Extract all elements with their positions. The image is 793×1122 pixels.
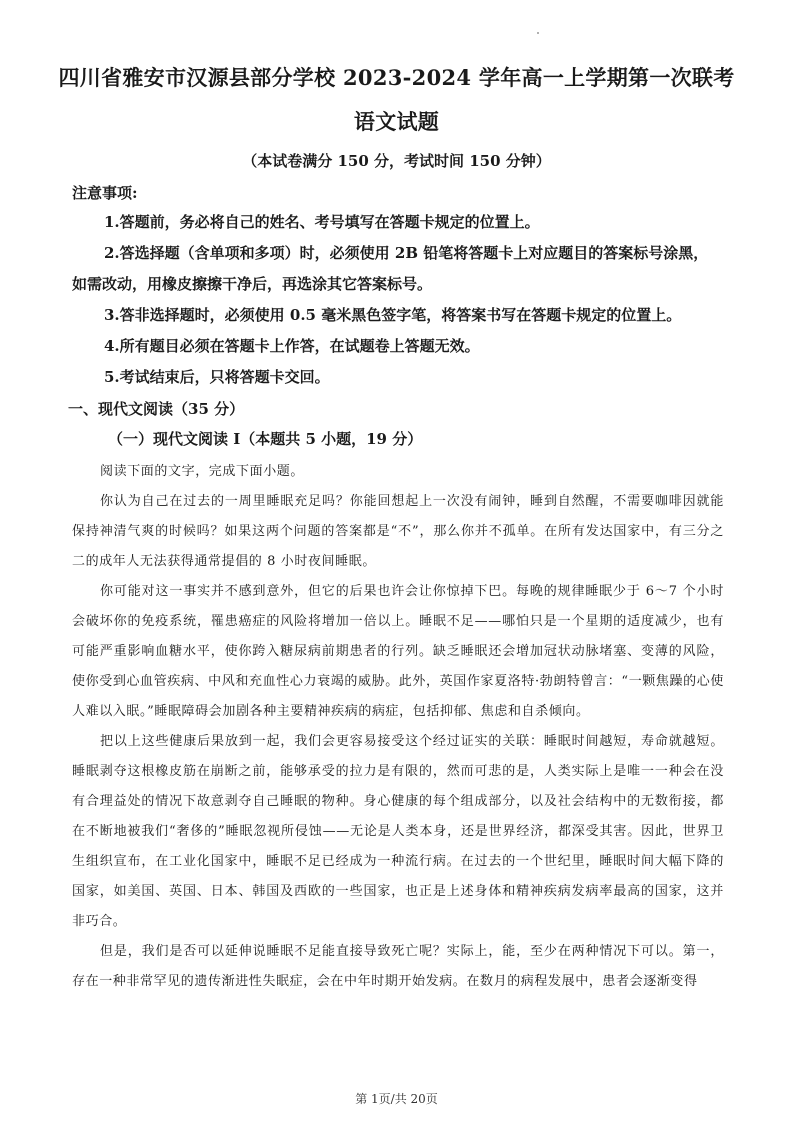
passage-paragraph: 把以上这些健康后果放到一起，我们会更容易接受这个经过证实的关联：睡眠时间越短，寿命就越短。睡眠剥夺这根橡皮筋在崩断之前，能够承受的拉力是有限的，然而可悲的是，人类实际上是唯一一种会在没有合理益处的情况下故意剥夺自己睡眠的物种。身心健康的每个组成部分，以及社会结构中的无数衔接，都在不断地被我们“奢侈的”睡眠忽视所侵蚀——无论是人类本身，还是世界经济，都深受其害。因此，世界卫生组织宣布，在工业化国家中，睡眠不足已经成为一种流行病。在过去的一个世纪里，睡眠时间大幅下降的国家，如美国、英国、日本、韩国及西欧的一些国家，也正是上述身体和精神疾病发病率最高的国家，这并非巧合。 (72, 734, 724, 929)
scan-dot (537, 32, 539, 34)
exam-title: 四川省雅安市汉源县部分学校 2023-2024 学年高一上学期第一次联考 (58, 65, 735, 90)
notice-item: 2.答选择题（含单项和多项）时，必须使用 2B 铅笔将答题卡上对应题目的答案标号涂黑，如需改动，用橡皮擦擦干净后，再选涂其它答案标号。 (72, 244, 709, 293)
passage-paragraph: 你可能对这一事实并不感到意外，但它的后果也许会让你惊掉下巴。每晚的规律睡眠少于 6～7 个小时会破坏你的免疫系统，罹患癌症的风险将增加一倍以上。睡眠不足——哪怕只是一个星期的适度减少，也有可能严重影响血糖水平，使你跨入糖尿病前期患者的行列。缺乏睡眠还会增加冠状动脉堵塞、变薄的风险，使你受到心血管疾病、中风和充血性心力衰竭的威胁。此外，英国作家夏洛特·勃朗特曾言：“一颗焦躁的心使人难以入眠。”睡眠障碍会加剧各种主要精神疾病的病症，包括抑郁、焦虑和自杀倾向。 (72, 584, 724, 719)
notice-item: 5.考试结束后，只将答题卡交回。 (104, 368, 330, 386)
notice-item: 1.答题前，务必将自己的姓名、考号填写在答题卡规定的位置上。 (104, 213, 540, 231)
notice-item: 4.所有题目必须在答题卡上作答，在试题卷上答题无效。 (104, 337, 480, 355)
reading-passage (72, 457, 724, 997)
passage-paragraph: 但是，我们是否可以延伸说睡眠不足能直接导致死亡呢？实际上，能，至少在两种情况下可以。第一，存在一种非常罕见的遗传渐进性失眠症，会在中年时期开始发病。在数月的病程发展中，患者会逐渐变得 (72, 944, 724, 989)
exam-info: （本试卷满分 150 分，考试时间 150 分钟） (242, 152, 551, 170)
passage-paragraph: 你认为自己在过去的一周里睡眠充足吗？你能回想起上一次没有闹钟，睡到自然醒，不需要咖啡因就能保持神清气爽的时候吗？如果这两个问题的答案都是“不”，那么你并不孤单。在所有发达国家中，有三分之二的成年人无法获得通常提倡的 8 小时夜间睡眠。 (72, 494, 724, 569)
instruction: 阅读下面的文字，完成下面小题。 (100, 464, 305, 479)
subsection-heading: （一）现代文阅读 I（本题共 5 小题，19 分） (108, 430, 423, 448)
notice-heading: 注意事项: (72, 184, 138, 202)
subject-title: 语文试题 (353, 109, 440, 134)
page-number: 第 1页/共 20页 (355, 1092, 438, 1106)
section-heading: 一、现代文阅读（35 分） (68, 400, 245, 418)
notice-item: 3.答非选择题时，必须使用 0.5 毫米黑色签字笔，将答案书写在答题卡规定的位置上。 (104, 306, 682, 324)
